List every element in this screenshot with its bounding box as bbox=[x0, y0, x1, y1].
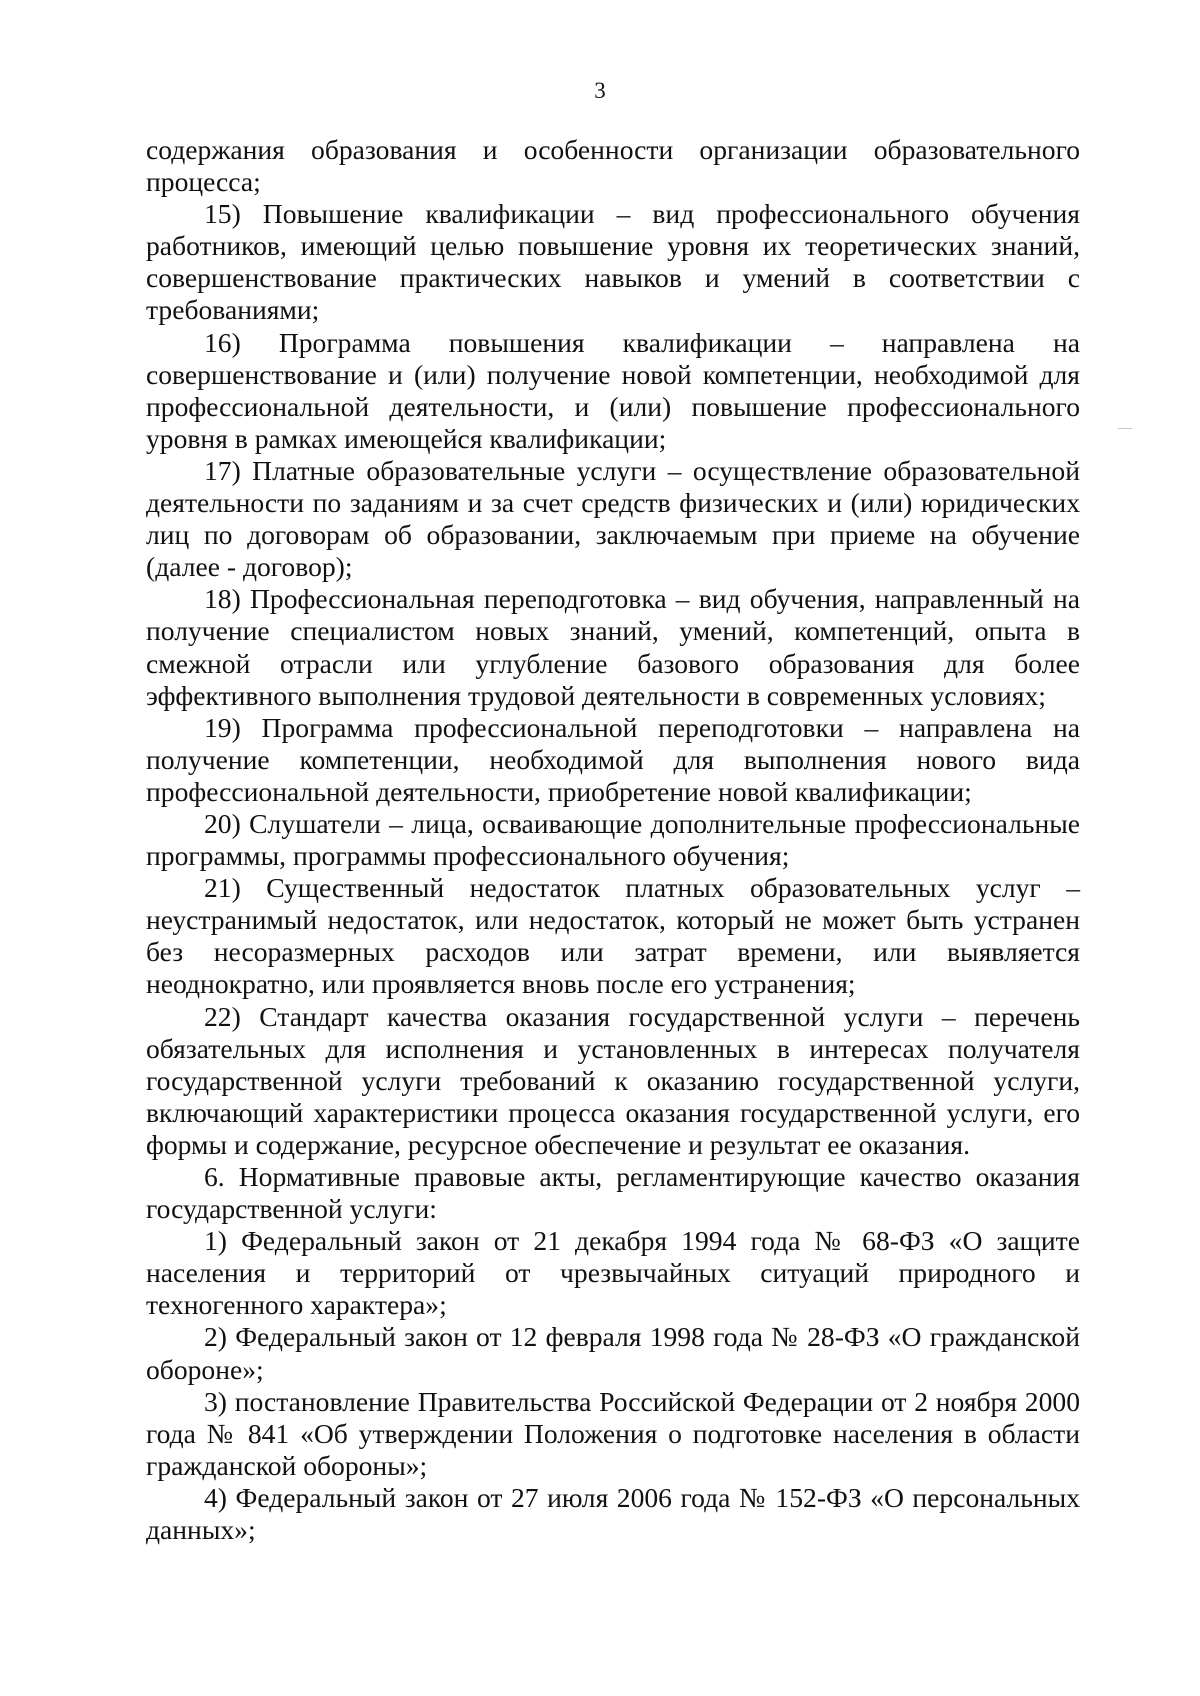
definition-19: 19) Программа профессиональной переподготовки – направлена на получение компетенции, необходимой для выполнения нового вида профессиональной деятельности, приобретение новой квалификации; bbox=[146, 711, 1080, 807]
legal-act-4: 4) Федеральный закон от 27 июля 2006 года № 152-ФЗ «О персональных данных»; bbox=[146, 1481, 1080, 1546]
definition-20: 20) Слушатели – лица, осваивающие дополнительные профессиональные программы, программы профессионального обучения; bbox=[146, 807, 1080, 872]
legal-act-2: 2) Федеральный закон от 12 февраля 1998 года № 28-ФЗ «О гражданской обороне»; bbox=[146, 1321, 1080, 1385]
document-body bbox=[146, 134, 1080, 1546]
definition-18: 18) Профессиональная переподготовка – вид обучения, направленный на получение специалистом новых знаний, умений, компетенций, опыта в смежной отрасли или углубление базового образования для более эффективного выполнения трудовой деятельности в современных условиях; bbox=[146, 583, 1080, 711]
scan-mark bbox=[1118, 428, 1132, 429]
definition-22: 22) Стандарт качества оказания государственной услуги – перечень обязательных для исполнения и установленных в интересах получателя государственной услуги требований к оказанию государственной услуги, включающий характеристики процесса оказания государственной услуги, его формы и содержание, ресурсное обеспечение и результат ее оказания. bbox=[146, 1000, 1080, 1160]
definition-21: 21) Существенный недостаток платных образовательных услуг – неустранимый недостаток, или недостаток, который не может быть устранен без несоразмерных расходов или затрат времени, или выявляется неоднократно, или проявляется вновь после его устранения; bbox=[146, 872, 1080, 1000]
page-number: 3 bbox=[594, 78, 606, 103]
definition-17: 17) Платные образовательные услуги – осуществление образовательной деятельности по заданиям и за счет средств физических и (или) юридических лиц по договорам об образовании, заключаемым при приеме на обучение (далее - договор); bbox=[146, 454, 1080, 583]
definition-16: 16) Программа повышения квалификации – направлена на совершенствование и (или) получение новой компетенции, необходимой для профессиональной деятельности, и (или) повышение профессионального уровня в рамках имеющейся квалификации; bbox=[146, 326, 1080, 454]
definition-15: 15) Повышение квалификации – вид профессионального обучения работников, имеющий целью повышение уровня их теоретических знаний, совершенствование практических навыков и умений в соответствии с требованиями; bbox=[146, 198, 1080, 326]
legal-act-3: 3) постановление Правительства Российской Федерации от 2 ноября 2000 года № 841 «Об утверждении Положения о подготовке населения в области гражданской обороны»; bbox=[146, 1385, 1080, 1481]
paragraph-continuation: содержания образования и особенности организации образовательного процесса; bbox=[146, 134, 1080, 198]
section-6-heading: 6. Нормативные правовые акты, регламентирующие качество оказания государственной услуги: bbox=[146, 1161, 1080, 1225]
legal-act-1: 1) Федеральный закон от 21 декабря 1994 года № 68-ФЗ «О защите населения и территорий от чрезвычайных ситуаций природного и техногенного характера»; bbox=[146, 1225, 1080, 1321]
